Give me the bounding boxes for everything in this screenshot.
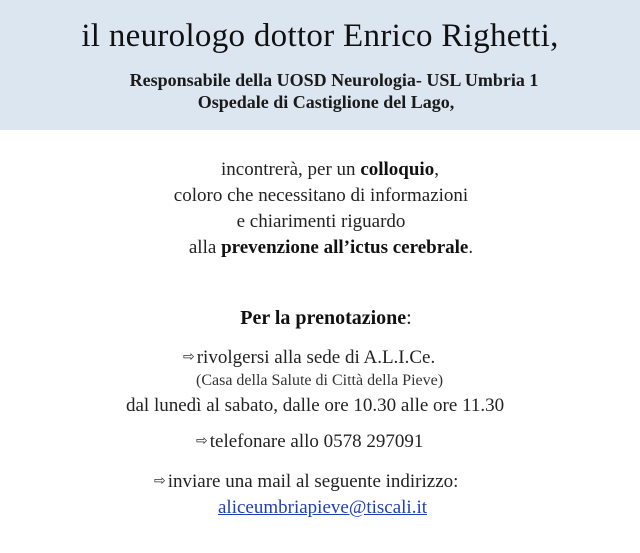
booking-heading: Per la prenotazione: [240,307,412,329]
prevention-emphasis: prevenzione all’ictus cerebrale [221,237,469,258]
arrow-right-outline-icon: ⇨ [154,473,166,489]
affiliation-role: Responsabile della UOSD Neurologia- USL Umbria 1 [129,70,539,90]
doctor-affiliation [0,69,640,113]
email-link[interactable]: aliceumbriapieve@tiscali.it [218,497,427,518]
arrow-right-outline-icon: ⇨ [183,349,195,365]
intro-line-1: incontrerà, per un colloquio, [221,159,439,180]
booking-option-visit-hours: dal lunedì al sabato, dalle ore 10.30 alle ore 11.30 [126,395,505,416]
booking-option-visit: ⇨ rivolgersi alla sede di A.L.I.Ce. [183,347,436,368]
arrow-right-outline-icon: ⇨ [196,433,208,449]
colloquio-emphasis: colloquio [360,159,435,180]
booking-option-visit-place: (Casa della Salute di Città della Pieve) [196,372,444,389]
header-banner [0,0,640,130]
doctor-title: il neurologo dottor Enrico Righetti, [81,18,559,54]
booking-option-email: ⇨ inviare una mail al seguente indirizzo: [154,471,459,492]
intro-line-2: coloro che necessitano di informazioni [173,185,469,206]
intro-paragraph [0,157,640,261]
intro-line-4: alla prevenzione all’ictus cerebrale. [188,237,474,258]
intro-line-3: e chiarimenti riguardo [236,211,406,232]
affiliation-hospital: Ospedale di Castiglione del Lago, [197,92,455,112]
booking-option-phone: ⇨ telefonare allo 0578 297091 [196,431,424,452]
